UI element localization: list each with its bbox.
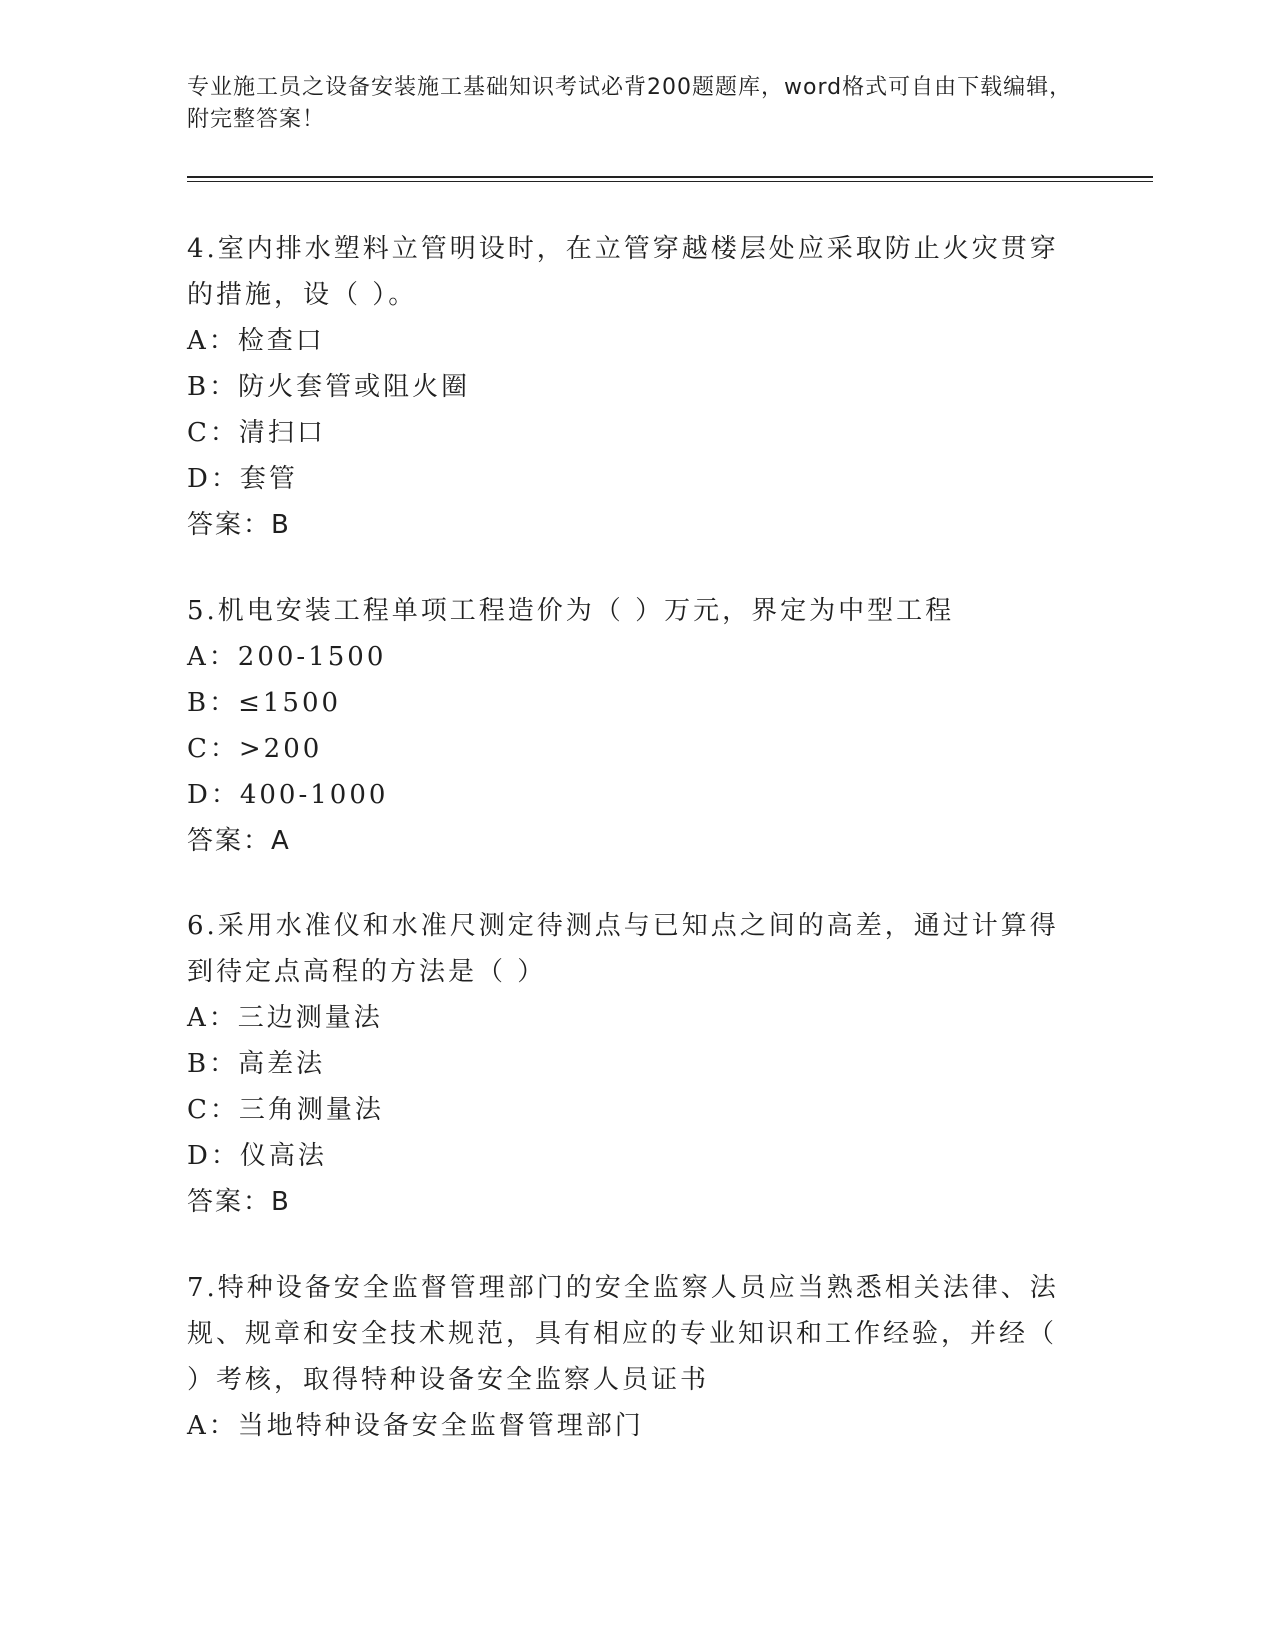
option-c: C：三角测量法: [187, 1095, 384, 1125]
document-header: 专业施工员之设备安装施工基础知识考试必背200题题库，word格式可自由下载编辑，附完整答案！: [187, 75, 1073, 132]
question-7: [187, 1265, 1067, 1449]
option-c: C：>200: [187, 734, 323, 764]
option-b: B：≤1500: [187, 688, 342, 718]
option-d: D：仪高法: [187, 1141, 327, 1171]
question-stem: 6.采用水准仪和水准尺测定待测点与已知点之间的高差，通过计算得到待定点高程的方法是（ ）: [187, 911, 1059, 987]
option-a: A：200-1500: [187, 642, 387, 672]
header-divider-thick: [187, 176, 1153, 178]
question-stem: 5.机电安装工程单项工程造价为（ ）万元，界定为中型工程: [187, 596, 955, 626]
answer-line: 答案：B: [187, 1187, 291, 1217]
answer-line: 答案：B: [187, 510, 291, 540]
header-divider-thin: [187, 181, 1153, 182]
question-stem: 7.特种设备安全监督管理部门的安全监察人员应当熟悉相关法律、法规、规章和安全技术规范，具有相应的专业知识和工作经验，并经（ ）考核，取得特种设备安全监察人员证书: [187, 1273, 1059, 1395]
question-stem: 4.室内排水塑料立管明设时，在立管穿越楼层处应采取防止火灾贯穿的措施，设（ ）。: [187, 234, 1059, 310]
option-d: D：400-1000: [187, 780, 389, 810]
option-b: B：防火套管或阻火圈: [187, 372, 471, 402]
option-d: D：套管: [187, 464, 298, 494]
question-4: [187, 226, 1067, 548]
question-5: [187, 588, 1067, 864]
option-a: A：三边测量法: [187, 1003, 383, 1033]
option-a: A：检查口: [187, 326, 325, 356]
option-c: C：清扫口: [187, 418, 326, 448]
option-a: A：当地特种设备安全监督管理部门: [187, 1411, 644, 1441]
option-b: B：高差法: [187, 1049, 326, 1079]
answer-line: 答案：A: [187, 826, 291, 856]
question-6: [187, 903, 1067, 1225]
